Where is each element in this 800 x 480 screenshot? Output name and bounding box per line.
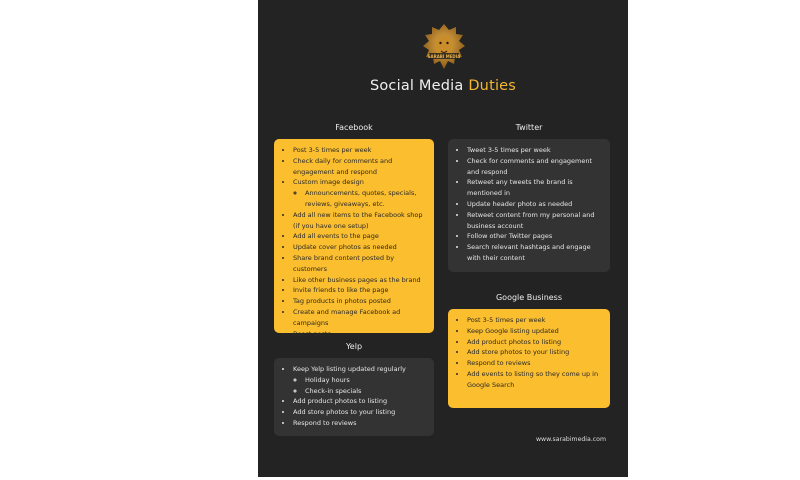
list-item: • Create and manage Facebook ad campaigns: [293, 307, 428, 329]
lion-head-icon: [422, 22, 466, 72]
yelp-list: [280, 364, 428, 429]
title-accent: Duties: [468, 78, 517, 94]
list-item: • Update header photo as needed: [467, 199, 604, 210]
title-main: Social Media: [369, 78, 464, 94]
list-item: • Share brand content posted by customers: [293, 253, 428, 275]
twitter-heading: Twitter: [515, 123, 543, 132]
document-page: [258, 0, 628, 477]
list-item: • Tweet 3-5 times per week: [467, 145, 604, 156]
list-item: • Post 3-5 times per week: [293, 145, 428, 156]
list-item: • Tag products in photos posted: [293, 296, 428, 307]
twitter-card: [448, 139, 610, 272]
sub-list-item: ◦ Holiday hours: [305, 375, 428, 386]
list-item: • Like other business pages as the brand: [293, 275, 428, 286]
list-item: • Custom image design ◦ Announcements, quotes, specials, reviews, giveaways, etc.: [293, 177, 428, 209]
list-item: • Add product photos to listing: [467, 337, 604, 348]
list-item: • Add product photos to listing: [293, 396, 428, 407]
list-item: • Add store photos to your listing: [293, 407, 428, 418]
list-item: • Search relevant hashtags and engage with their content: [467, 242, 604, 264]
facebook-list: [280, 145, 428, 339]
list-item: • Invite friends to like the page: [293, 285, 428, 296]
list-item: • Respond to reviews: [467, 358, 604, 369]
list-item: • Add events to listing so they come up in Google Search: [467, 369, 604, 391]
sub-list-item: ◦ Announcements, quotes, specials, reviews, giveaways, etc.: [305, 188, 428, 210]
list-item: • Retweet content from my personal and business account: [467, 210, 604, 232]
list-item: • Add store photos to your listing: [467, 347, 604, 358]
page-title: [258, 78, 628, 94]
google-business-card: [448, 309, 610, 408]
facebook-heading: Facebook: [335, 123, 373, 132]
list-item: • Check for comments and engagement and respond: [467, 156, 604, 178]
google-business-list: [454, 315, 604, 391]
list-item: • Post 3-5 times per week: [467, 315, 604, 326]
list-item: • Add all events to the page: [293, 231, 428, 242]
facebook-card: [274, 139, 434, 338]
list-item: • Boost posts: [293, 329, 428, 340]
twitter-list: [454, 145, 604, 264]
yelp-heading: Yelp: [345, 342, 363, 351]
list-item: • Keep Google listing updated: [467, 326, 604, 337]
list-item: • Follow other Twitter pages: [467, 231, 604, 242]
list-item: • Check daily for comments and engagement and respond: [293, 156, 428, 178]
list-item: • Add all new items to the Facebook shop (if you have one setup): [293, 210, 428, 232]
google-business-heading: Google Business: [495, 293, 563, 302]
website-link[interactable]: www.sarabimedia.com: [535, 436, 606, 443]
yelp-card: [274, 358, 434, 436]
list-item: • Retweet any tweets the brand is mentioned in: [467, 177, 604, 199]
sub-list-item: ◦ Check-in specials: [305, 386, 428, 397]
list-item: • Update cover photos as needed: [293, 242, 428, 253]
list-item: • Respond to reviews: [293, 418, 428, 429]
logo-wordmark: SARABI MEDIA: [427, 54, 461, 59]
list-item: • Keep Yelp listing updated regularly ◦ Holiday hours ◦ Check-in specials: [293, 364, 428, 396]
